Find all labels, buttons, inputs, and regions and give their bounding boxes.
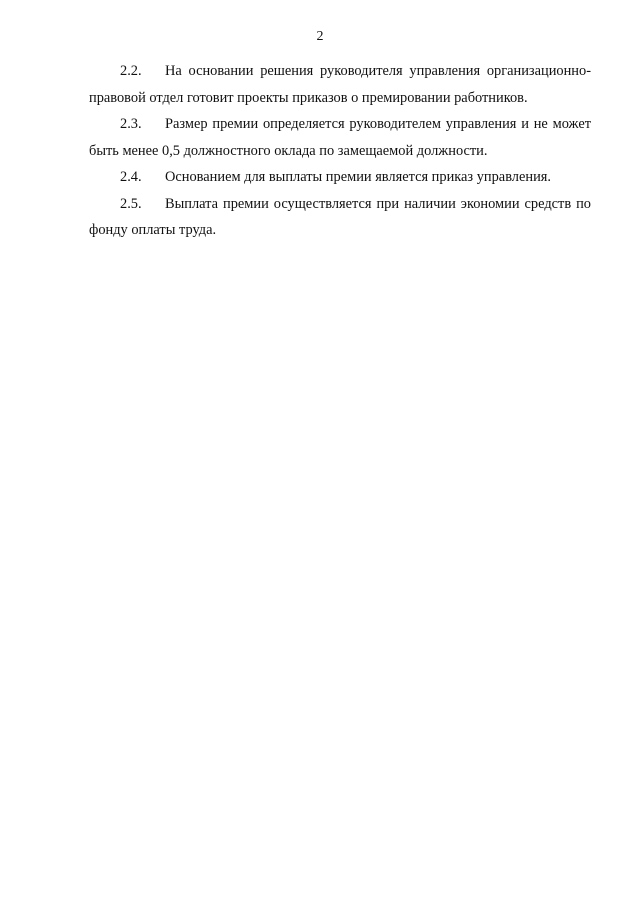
clause-2-4 bbox=[89, 164, 591, 191]
clause-text: Размер премии определяется руководителем управления и не может быть менее 0,5 должностного оклада по замещаемой должности. bbox=[89, 116, 591, 159]
clause-2-5 bbox=[89, 191, 591, 244]
clause-number: 2.5. bbox=[120, 195, 142, 212]
clause-text: Выплата премии осуществляется при наличии экономии средств по фонду оплаты труда. bbox=[89, 195, 591, 238]
document-body bbox=[89, 58, 591, 244]
clause-text: Основанием для выплаты премии является приказ управления. bbox=[165, 169, 551, 185]
clause-number: 2.4. bbox=[120, 169, 142, 185]
clause-number: 2.2. bbox=[120, 63, 142, 79]
clause-text: На основании решения руководителя управления организационно-правовой отдел готовит проекты приказов о премировании работников. bbox=[89, 63, 591, 106]
page-number: 2 bbox=[316, 29, 324, 44]
clause-2-3 bbox=[89, 111, 591, 164]
clause-2-2 bbox=[89, 58, 591, 111]
clause-number: 2.3. bbox=[120, 116, 142, 132]
